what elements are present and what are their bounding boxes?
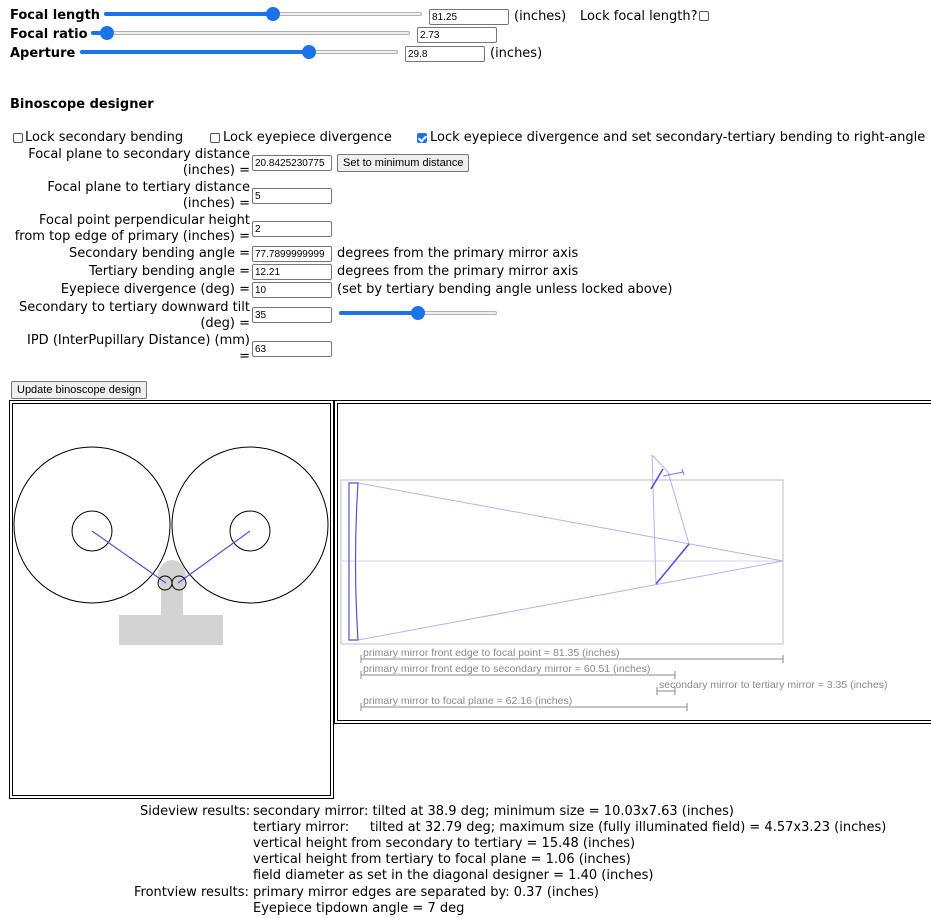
tertiary-bending-suffix: degrees from the primary mirror axis xyxy=(337,264,579,279)
sideview-result-line: vertical height from tertiary to focal plane = 1.06 (inches) xyxy=(253,852,631,867)
ipd-input[interactable] xyxy=(252,341,332,357)
lock-right-angle-label: Lock eyepiece divergence and set secondary-tertiary bending to right-angle xyxy=(430,130,926,145)
sideview-result-line: secondary mirror: tilted at 38.9 deg; minimum size = 10.03x7.63 (inches) xyxy=(253,804,734,819)
fp-tertiary-input[interactable] xyxy=(252,188,332,204)
eyepiece-divergence-label: Eyepiece divergence (deg) = xyxy=(60,282,250,297)
frontview-results-label: Frontview results: xyxy=(134,885,249,900)
secondary-bending-suffix: degrees from the primary mirror axis xyxy=(337,246,579,261)
ipd-label: IPD (InterPupillary Distance) (mm) = xyxy=(27,333,250,364)
sideview-canvas xyxy=(334,400,931,724)
secondary-bending-input[interactable] xyxy=(252,246,332,262)
focal-ratio-label: Focal ratio xyxy=(10,27,88,42)
lock-focal-length-checkbox[interactable] xyxy=(699,11,709,21)
downward-tilt-label: Secondary to tertiary downward tilt (deg) = xyxy=(18,300,250,331)
focal-length-unit: (inches) xyxy=(514,9,567,24)
focal-ratio-slider[interactable] xyxy=(91,25,410,41)
lock-eyepiece-divergence-checkbox[interactable] xyxy=(210,133,220,143)
sideview-result-line: field diameter as set in the diagonal designer = 1.40 (inches) xyxy=(253,868,654,883)
dim-label-secondary: primary mirror front edge to secondary mirror = 60.51 (inches) xyxy=(363,663,651,675)
fp-height-label: Focal point perpendicular height from top edge of primary (inches) = xyxy=(14,213,250,244)
aperture-input[interactable] xyxy=(405,46,485,62)
downward-tilt-input[interactable] xyxy=(252,307,332,323)
sideview-result-line: tertiary mirror: tilted at 32.79 deg; maximum size (fully illuminated field) = 4.57x3.23 (inches) xyxy=(253,820,887,835)
tertiary-bending-input[interactable] xyxy=(252,264,332,280)
lock-eyepiece-divergence-label: Lock eyepiece divergence xyxy=(223,130,392,145)
downward-tilt-slider[interactable] xyxy=(339,305,497,321)
frontview-result-line: Eyepiece tipdown angle = 7 deg xyxy=(253,901,465,916)
focal-length-input[interactable] xyxy=(429,9,509,25)
dim-label-focal-plane: primary mirror to focal plane = 62.16 (inches) xyxy=(363,695,573,707)
lock-right-angle-checkbox[interactable] xyxy=(417,133,427,143)
eyepiece-divergence-suffix: (set by tertiary bending angle unless locked above) xyxy=(337,282,673,297)
aperture-unit: (inches) xyxy=(490,46,543,61)
designer-title: Binoscope designer xyxy=(10,97,154,112)
fp-secondary-input[interactable] xyxy=(252,155,332,171)
eyepiece-divergence-input[interactable] xyxy=(252,282,332,298)
lock-secondary-bending-checkbox[interactable] xyxy=(13,133,23,143)
sideview-result-line: vertical height from secondary to tertiary = 15.48 (inches) xyxy=(253,836,636,851)
dim-label-focal-point: primary mirror front edge to focal point = 81.35 (inches) xyxy=(363,647,620,659)
aperture-slider[interactable] xyxy=(80,44,398,60)
lock-secondary-bending-label: Lock secondary bending xyxy=(25,130,184,145)
fp-height-input[interactable] xyxy=(252,221,332,237)
focal-length-slider[interactable] xyxy=(104,6,422,22)
lock-focal-length-label: Lock focal length? xyxy=(580,9,698,24)
update-binoscope-button[interactable]: Update binoscope design xyxy=(11,381,147,399)
focal-length-label: Focal length xyxy=(10,8,101,23)
fp-tertiary-label: Focal plane to tertiary distance (inches) = xyxy=(47,180,250,211)
frontview-result-line: primary mirror edges are separated by: 0.37 (inches) xyxy=(253,885,599,900)
frontview-canvas xyxy=(9,400,334,799)
sideview-results-label: Sideview results: xyxy=(140,804,251,819)
focal-ratio-input[interactable] xyxy=(417,27,497,43)
tertiary-bending-label: Tertiary bending angle = xyxy=(89,264,250,279)
secondary-bending-label: Secondary bending angle = xyxy=(68,246,250,261)
dim-label-tertiary: secondary mirror to tertiary mirror = 3.35 (inches) xyxy=(659,679,888,691)
fp-secondary-label: Focal plane to secondary distance (inches) = xyxy=(28,147,250,178)
aperture-label: Aperture xyxy=(10,46,76,61)
set-minimum-distance-button[interactable]: Set to minimum distance xyxy=(337,154,469,172)
